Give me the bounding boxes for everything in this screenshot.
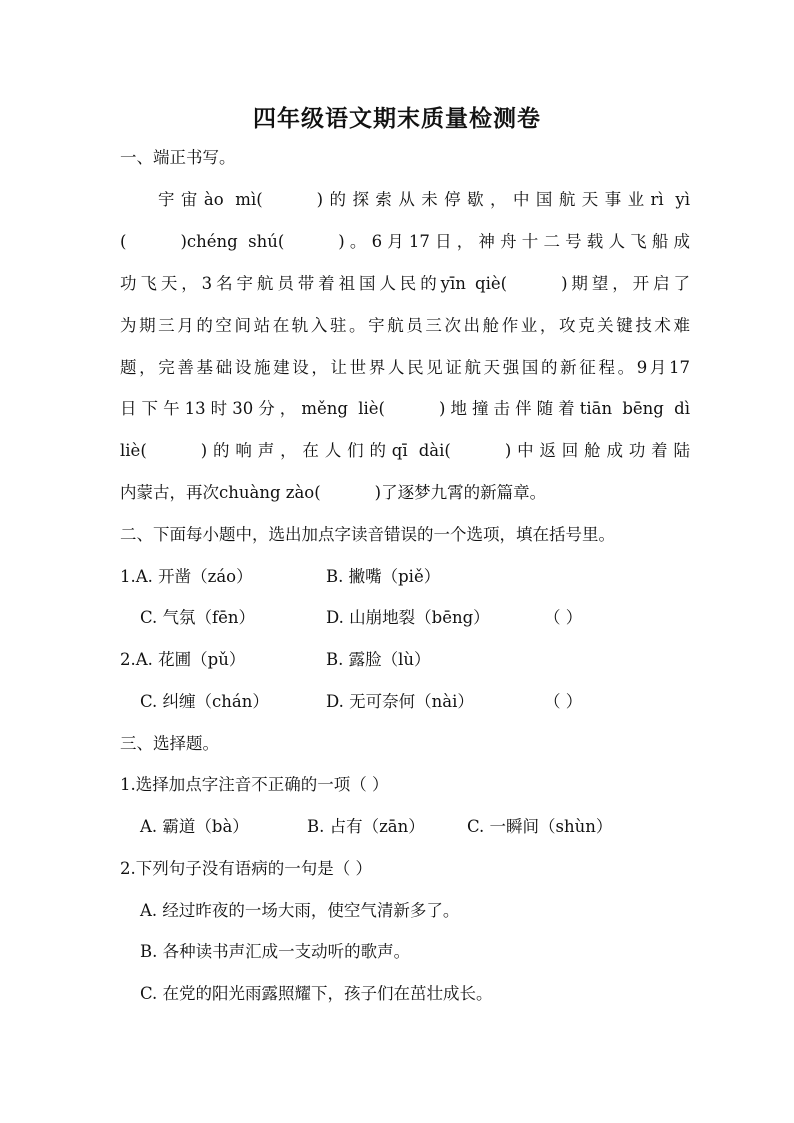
s3-question-1-stem: 1.选择加点字注音不正确的一项（ ）: [120, 775, 389, 794]
option-a[interactable]: A. 霸道（bà）: [140, 817, 249, 836]
s2-question-1-row-2: C. 气氛（fēn） D. 山崩地裂（bēng） （ ）: [140, 606, 710, 630]
s3-question-1-options: [140, 815, 710, 839]
option-a[interactable]: A. 经过昨夜的一场大雨，使空气清新多了。: [140, 901, 460, 920]
option-b[interactable]: B. 各种读书声汇成一支动听的歌声。: [140, 942, 411, 961]
s2-question-2-row-1: 2.A. 花圃（pǔ） B. 露脸（lù）: [120, 650, 431, 669]
passage-line-7: liè( )的响声，在人们的qī dài( )中返回舱成功着陆: [120, 441, 691, 460]
page-title: 四年级语文期末质量检测卷: [253, 106, 541, 132]
option-c[interactable]: C. 一瞬间（shùn）: [467, 817, 613, 836]
answer-paren[interactable]: （ ）: [544, 692, 583, 711]
section-3-heading: 三、选择题。: [120, 734, 219, 753]
passage-line-6: 日下午13时30分，měng liè( )地撞击伴随着tiān bēng dì: [120, 399, 690, 418]
s2-question-1-row-1: 1.A. 开凿（záo） B. 撇嘴（piě）: [120, 567, 441, 586]
passage-line-2: ( )chéng shú( )。6月17日，神舟十二号载人飞船成: [120, 232, 690, 251]
passage-line-4: 为期三月的空间站在轨入驻。宇航员三次出舱作业，攻克关键技术难: [120, 316, 690, 335]
option-b[interactable]: B. 占有（zān）: [307, 817, 425, 836]
passage-line-8: 内蒙古，再次chuàng zào( )了逐梦九霄的新篇章。: [120, 483, 547, 502]
passage-line-5: 题，完善基础设施建设，让世界人民见证航天强国的新征程。9月17: [120, 358, 690, 377]
s2-question-2-row-2: C. 纠缠（chán） D. 无可奈何（nài） （ ）: [140, 690, 710, 714]
passage-line-3: 功飞天，3名宇航员带着祖国人民的yīn qiè( )期望，开启了: [120, 274, 691, 293]
answer-paren[interactable]: （ ）: [544, 608, 583, 627]
section-1-heading: 一、端正书写。: [120, 148, 236, 167]
section-2-heading: 二、下面每小题中，选出加点字读音错误的一个选项，填在括号里。: [120, 525, 615, 544]
option-c[interactable]: C. 在党的阳光雨露照耀下，孩子们在茁壮成长。: [140, 984, 493, 1003]
passage-line-1: 宇宙ào mì( )的探索从未停歇，中国航天事业rì yì: [158, 190, 690, 209]
s3-question-2-stem: 2.下列句子没有语病的一句是（ ）: [120, 859, 372, 878]
